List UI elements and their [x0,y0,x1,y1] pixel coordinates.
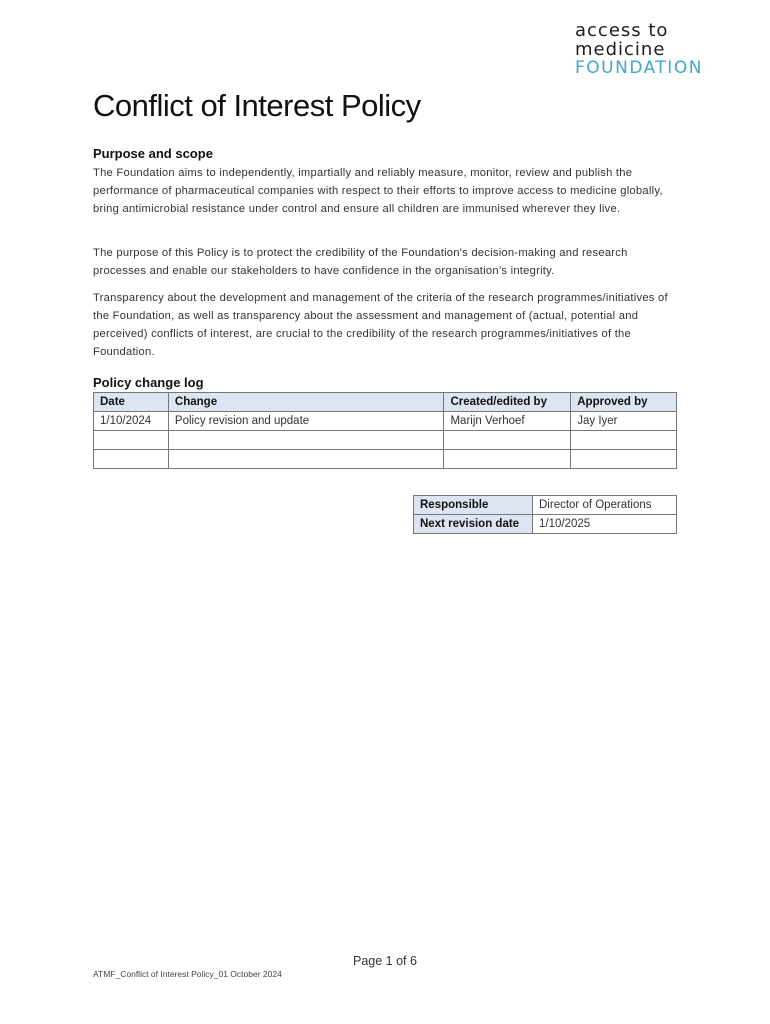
cell-change [168,450,444,469]
logo-line-3: FOUNDATION [575,58,703,78]
cell-created-by [444,450,571,469]
cell-date [94,450,169,469]
column-header-created-by: Created/edited by [444,393,571,412]
revision-label: Next revision date [414,515,533,534]
cell-created-by [444,431,571,450]
responsible-label: Responsible [414,496,533,515]
column-header-approved-by: Approved by [571,393,677,412]
cell-approved-by [571,450,677,469]
responsible-value: Director of Operations [533,496,677,515]
table-row [94,450,677,469]
purpose-heading: Purpose and scope [93,146,213,161]
purpose-paragraph-3: Transparency about the development and management of the criteria of the research programmes/initiatives of the Foundation, as well as transparency about the assessment and management of (actual, potential and perceived) conflicts of interest, are crucial to the credibility of the research programmes/initiatives of the Foundation. [93,292,668,358]
purpose-paragraph-2: The purpose of this Policy is to protect the credibility of the Foundation's decision-making and research processes and enable our stakeholders to have confidence in the organisation’s integrity. [93,247,628,277]
logo-line-1: access to [575,20,669,41]
document-reference: ATMF_Conflict of Interest Policy_01 October 2024 [93,969,282,979]
revision-value: 1/10/2025 [533,515,677,534]
table-row [414,496,677,515]
purpose-paragraph-1: The Foundation aims to independently, impartially and reliably measure, monitor, review and publish the performance of pharmaceutical companies with respect to their efforts to improve access to medicine globally, bring antimicrobial resistance under control and ensure all children are immunised wherever they live. [93,167,663,215]
table-row [94,431,677,450]
change-log-heading: Policy change log [93,375,204,390]
table-header-row [94,393,677,412]
cell-change [168,431,444,450]
column-header-date: Date [94,393,169,412]
table-row [94,412,677,431]
change-log-table [93,392,677,469]
page-number: Page 1 of 6 [353,954,417,968]
cell-approved-by [571,431,677,450]
cell-created-by: Marijn Verhoef [444,412,571,431]
responsibility-table [413,495,677,534]
cell-change: Policy revision and update [168,412,444,431]
logo-line-2: medicine [575,39,666,60]
cell-date [94,431,169,450]
table-row [414,515,677,534]
column-header-change: Change [168,393,444,412]
cell-approved-by: Jay Iyer [571,412,677,431]
cell-date: 1/10/2024 [94,412,169,431]
page-title: Conflict of Interest Policy [93,88,421,123]
foundation-logo [575,22,745,77]
